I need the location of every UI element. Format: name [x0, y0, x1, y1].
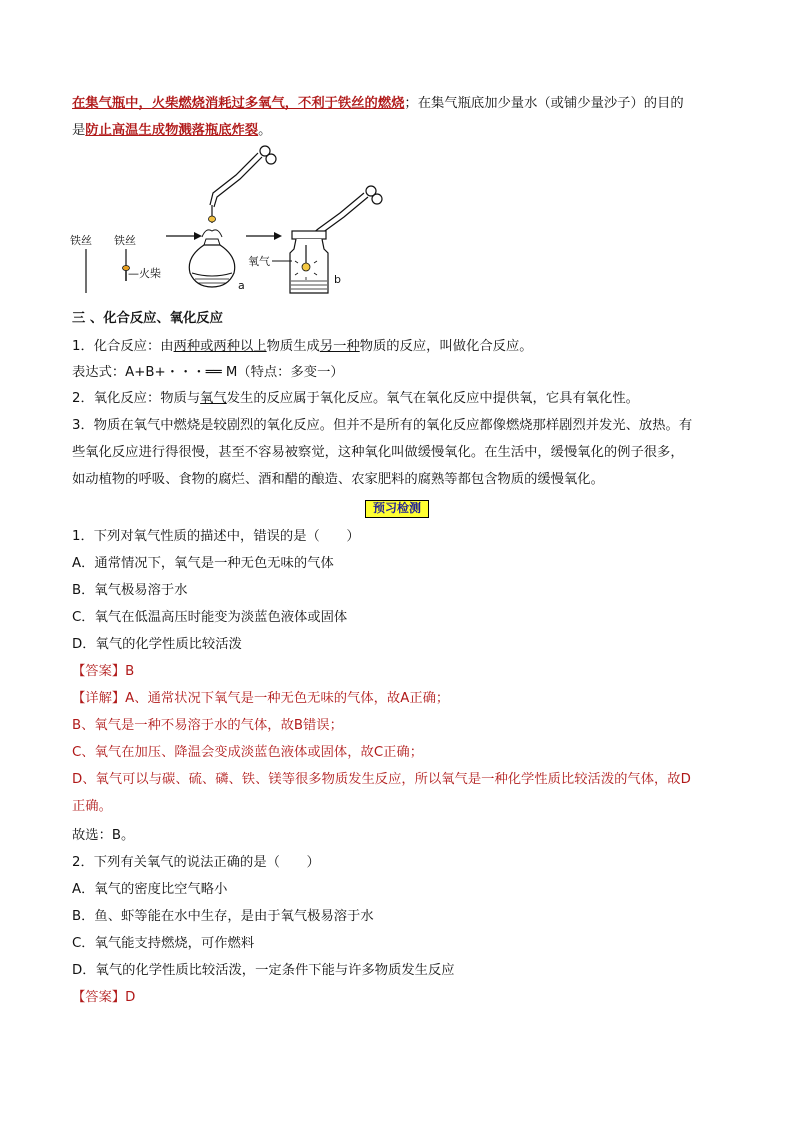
q2-option-a: A．氧气的密度比空气略小: [72, 882, 228, 897]
preview-check-tag: 预习检测: [365, 500, 429, 518]
q1-detail-2: B、氧气是一种不易溶于水的气体，故B错误；: [72, 718, 343, 733]
label-match: —火柴: [128, 267, 161, 280]
arrow-1-head: [194, 232, 202, 240]
burning-wire-b: [302, 263, 310, 271]
q2-stem: 2．下列有关氧气的说法正确的是（ ）: [72, 855, 320, 870]
combination-reaction-definition: [72, 337, 722, 357]
p3-text-a: 2．氧化反应：物质与: [72, 391, 201, 406]
tongs-handle-ring-2: [266, 154, 276, 164]
q1-option-c: C．氧气在低温高压时能变为淡蓝色液体或固体: [72, 610, 348, 625]
q1-detail-1: 【详解】A、通常状况下氧气是一种无色无味的气体，故A正确；: [72, 691, 450, 706]
intro-red-phrase-1: 在集气瓶中，火柴燃烧消耗过多氧气，不利于铁丝的燃烧: [72, 96, 405, 111]
flame-a: [202, 230, 222, 237]
slow-oxidation-line-3: 如动植物的呼吸、食物的腐烂、酒和醋的酿造、农家肥料的腐熟等都包含物质的缓慢氧化。: [72, 472, 604, 487]
q2-option-c: C．氧气能支持燃烧，可作燃料: [72, 936, 255, 951]
intro-text-1: ；在集气瓶底加少量水（或铺少量沙子）的目的: [404, 96, 684, 111]
q2-answer: 【答案】D: [72, 990, 136, 1005]
section-3-heading: 三 、化合反应、氧化反应: [72, 311, 223, 326]
intro-prefix: 是: [72, 123, 86, 138]
oxidation-reaction-definition: [72, 389, 722, 409]
intro-line-2: [72, 121, 722, 141]
q2-option-d: D．氧气的化学性质比较活泼，一定条件下能与许多物质发生反应: [72, 963, 455, 978]
q1-detail-5: 正确。: [72, 799, 112, 814]
lamp-wick-holder: [204, 239, 220, 245]
q2-option-b: B．鱼、虾等能在水中生存，是由于氧气极易溶于水: [72, 909, 374, 924]
q1-answer: 【答案】B: [72, 664, 135, 679]
q1-stem: 1．下列对氧气性质的描述中，错误的是（ ）: [72, 529, 360, 544]
intro-line-1: [72, 94, 722, 114]
p3-underline: 氧气: [200, 391, 227, 406]
q1-detail-3: C、氧气在加压、降温会变成淡蓝色液体或固体，故C正确；: [72, 745, 423, 760]
label-b: b: [334, 273, 341, 286]
slow-oxidation-line-1: 3．物质在氧气中燃烧是较剧烈的氧化反应。但并不是所有的氧化反应都像燃烧那样剧烈并发光、放热。有: [72, 418, 693, 433]
p3-text-b: 发生的反应属于氧化反应。氧气在氧化反应中提供氧，它具有氧化性。: [226, 391, 639, 406]
combination-expression: 表达式：A+B+・・・══ M（特点：多变一）: [72, 365, 344, 380]
label-iron-wire-1: 铁丝: [70, 234, 92, 247]
q1-detail-4: D、氧气可以与碳、硫、磷、铁、镁等很多物质发生反应，所以氧气是一种化学性质比较活泼的气体，故D: [72, 772, 691, 787]
intro-end: 。: [258, 123, 272, 138]
q1-option-d: D．氧气的化学性质比较活泼: [72, 637, 242, 652]
iron-wire-combustion-figure: [68, 145, 388, 305]
p1-text-c: 物质的反应，叫做化合反应。: [359, 339, 533, 354]
label-iron-wire-2: 铁丝: [114, 234, 136, 247]
p1-text-b: 物质生成: [266, 339, 320, 354]
burning-match-a: [209, 216, 216, 222]
tongs-arm-b: [214, 157, 262, 207]
slow-oxidation-line-2: 些氧化反应进行得很慢，甚至不容易被察觉，这种氧化叫做缓慢氧化。在生活中，缓慢氧化的例子很多，: [72, 445, 684, 460]
p1-text-a: 1．化合反应：由: [72, 339, 174, 354]
q1-choice: 故选：B。: [72, 828, 135, 843]
q1-option-b: B．氧气极易溶于水: [72, 583, 188, 598]
arrow-2-head: [274, 232, 282, 240]
p1-underline-1: 两种或两种以上: [173, 339, 267, 354]
tongs-handle-ring-4: [372, 194, 382, 204]
q1-option-a: A．通常情况下，氧气是一种无色无味的气体: [72, 556, 334, 571]
label-a: a: [238, 279, 245, 292]
label-oxygen: 氧气: [248, 255, 270, 268]
intro-red-phrase-2: 防止高温生成物溅落瓶底炸裂: [85, 123, 259, 138]
p1-underline-2: 另一种: [319, 339, 360, 354]
alcohol-lamp-body: [189, 245, 234, 287]
gas-jar-lid: [292, 231, 326, 239]
